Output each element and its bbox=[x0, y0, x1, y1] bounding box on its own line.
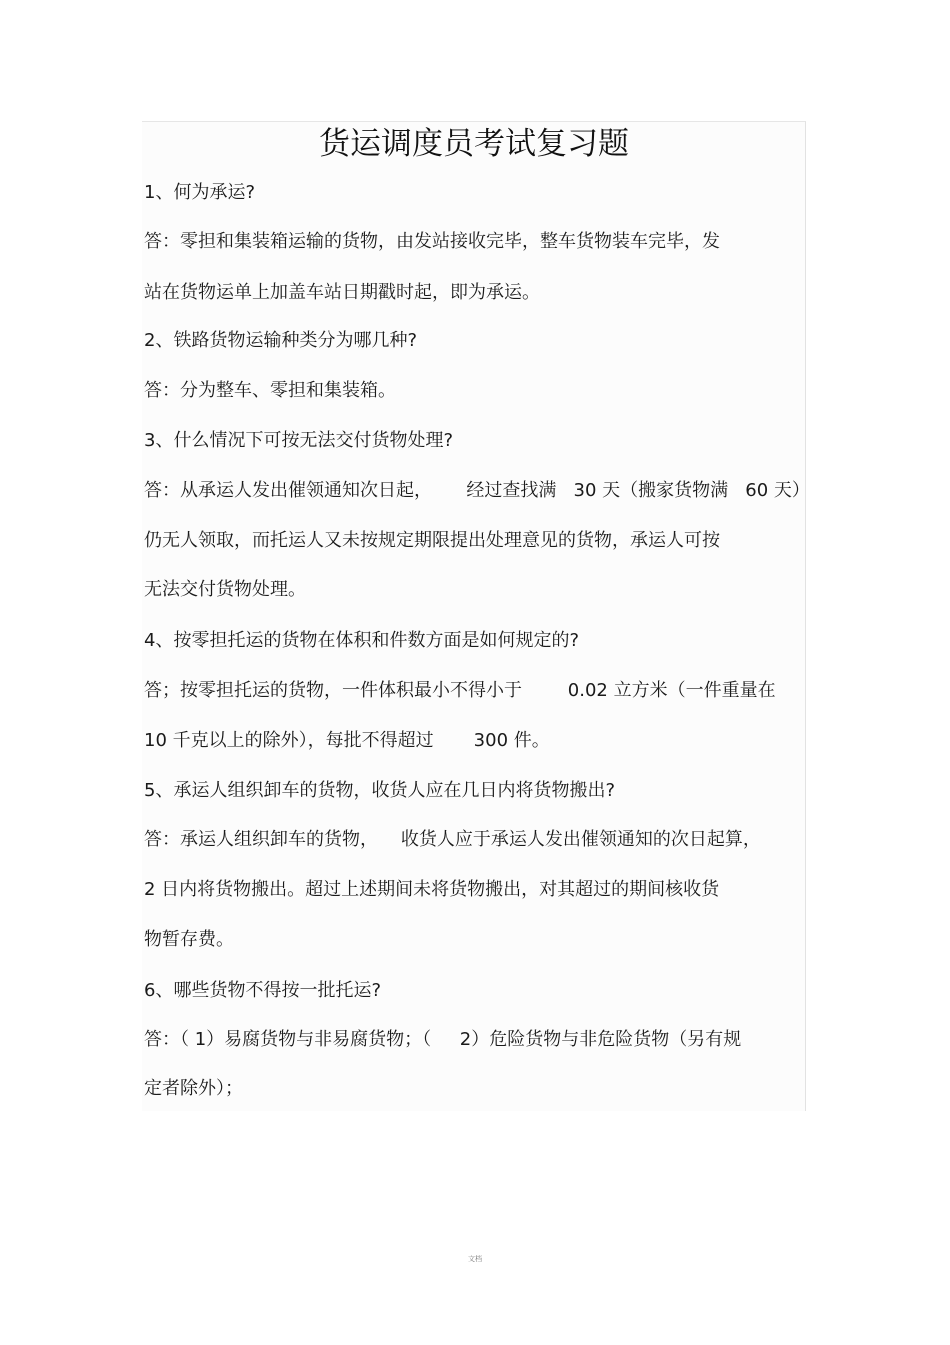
question-5: 5、承运人组织卸车的货物，收货人应在几日内将货物搬出? bbox=[144, 780, 616, 801]
answer-3-line-2: 仍无人领取，而托运人又未按规定期限提出处理意见的货物，承运人可按 bbox=[144, 530, 720, 551]
answer-6-line-2: 定者除外）； bbox=[144, 1078, 243, 1099]
answer-5-line-1: 答：承运人组织卸车的货物， 收货人应于承运人发出催领通知的次日起算， bbox=[144, 829, 761, 850]
document-page bbox=[142, 121, 806, 1111]
question-4: 4、按零担托运的货物在体积和件数方面是如何规定的? bbox=[144, 630, 580, 651]
answer-3-line-1: 答：从承运人发出催领通知次日起， 经过查找满 30 天（搬家货物满 60 天） bbox=[144, 480, 810, 501]
answer-3-line-3: 无法交付货物处理。 bbox=[144, 579, 306, 600]
question-2: 2、铁路货物运输种类分为哪几种? bbox=[144, 330, 418, 351]
answer-6-line-1: 答：（ 1）易腐货物与非易腐货物；（ 2）危险货物与非危险货物（另有规 bbox=[144, 1029, 742, 1050]
answer-5-line-2: 2 日内将货物搬出。超过上述期间未将货物搬出，对其超过的期间核收货 bbox=[144, 879, 720, 900]
answer-4-line-2: 10 千克以上的除外），每批不得超过 300 件。 bbox=[144, 730, 550, 751]
question-1: 1、何为承运? bbox=[144, 182, 256, 203]
answer-5-line-3: 物暂存费。 bbox=[144, 929, 234, 950]
answer-1-line-2: 站在货物运单上加盖车站日期戳时起，即为承运。 bbox=[144, 282, 540, 303]
answer-4-line-1: 答；按零担托运的货物，一件体积最小不得小于 0.02 立方米（一件重量在 bbox=[144, 680, 776, 701]
question-6: 6、哪些货物不得按一批托运? bbox=[144, 980, 382, 1001]
page-footer: 文档 bbox=[468, 1255, 482, 1263]
document-title: 货运调度员考试复习题 bbox=[319, 126, 629, 162]
answer-2: 答：分为整车、零担和集装箱。 bbox=[144, 380, 396, 401]
answer-1-line-1: 答：零担和集装箱运输的货物，由发站接收完毕，整车货物装车完毕，发 bbox=[144, 231, 720, 252]
question-3: 3、什么情况下可按无法交付货物处理? bbox=[144, 430, 454, 451]
